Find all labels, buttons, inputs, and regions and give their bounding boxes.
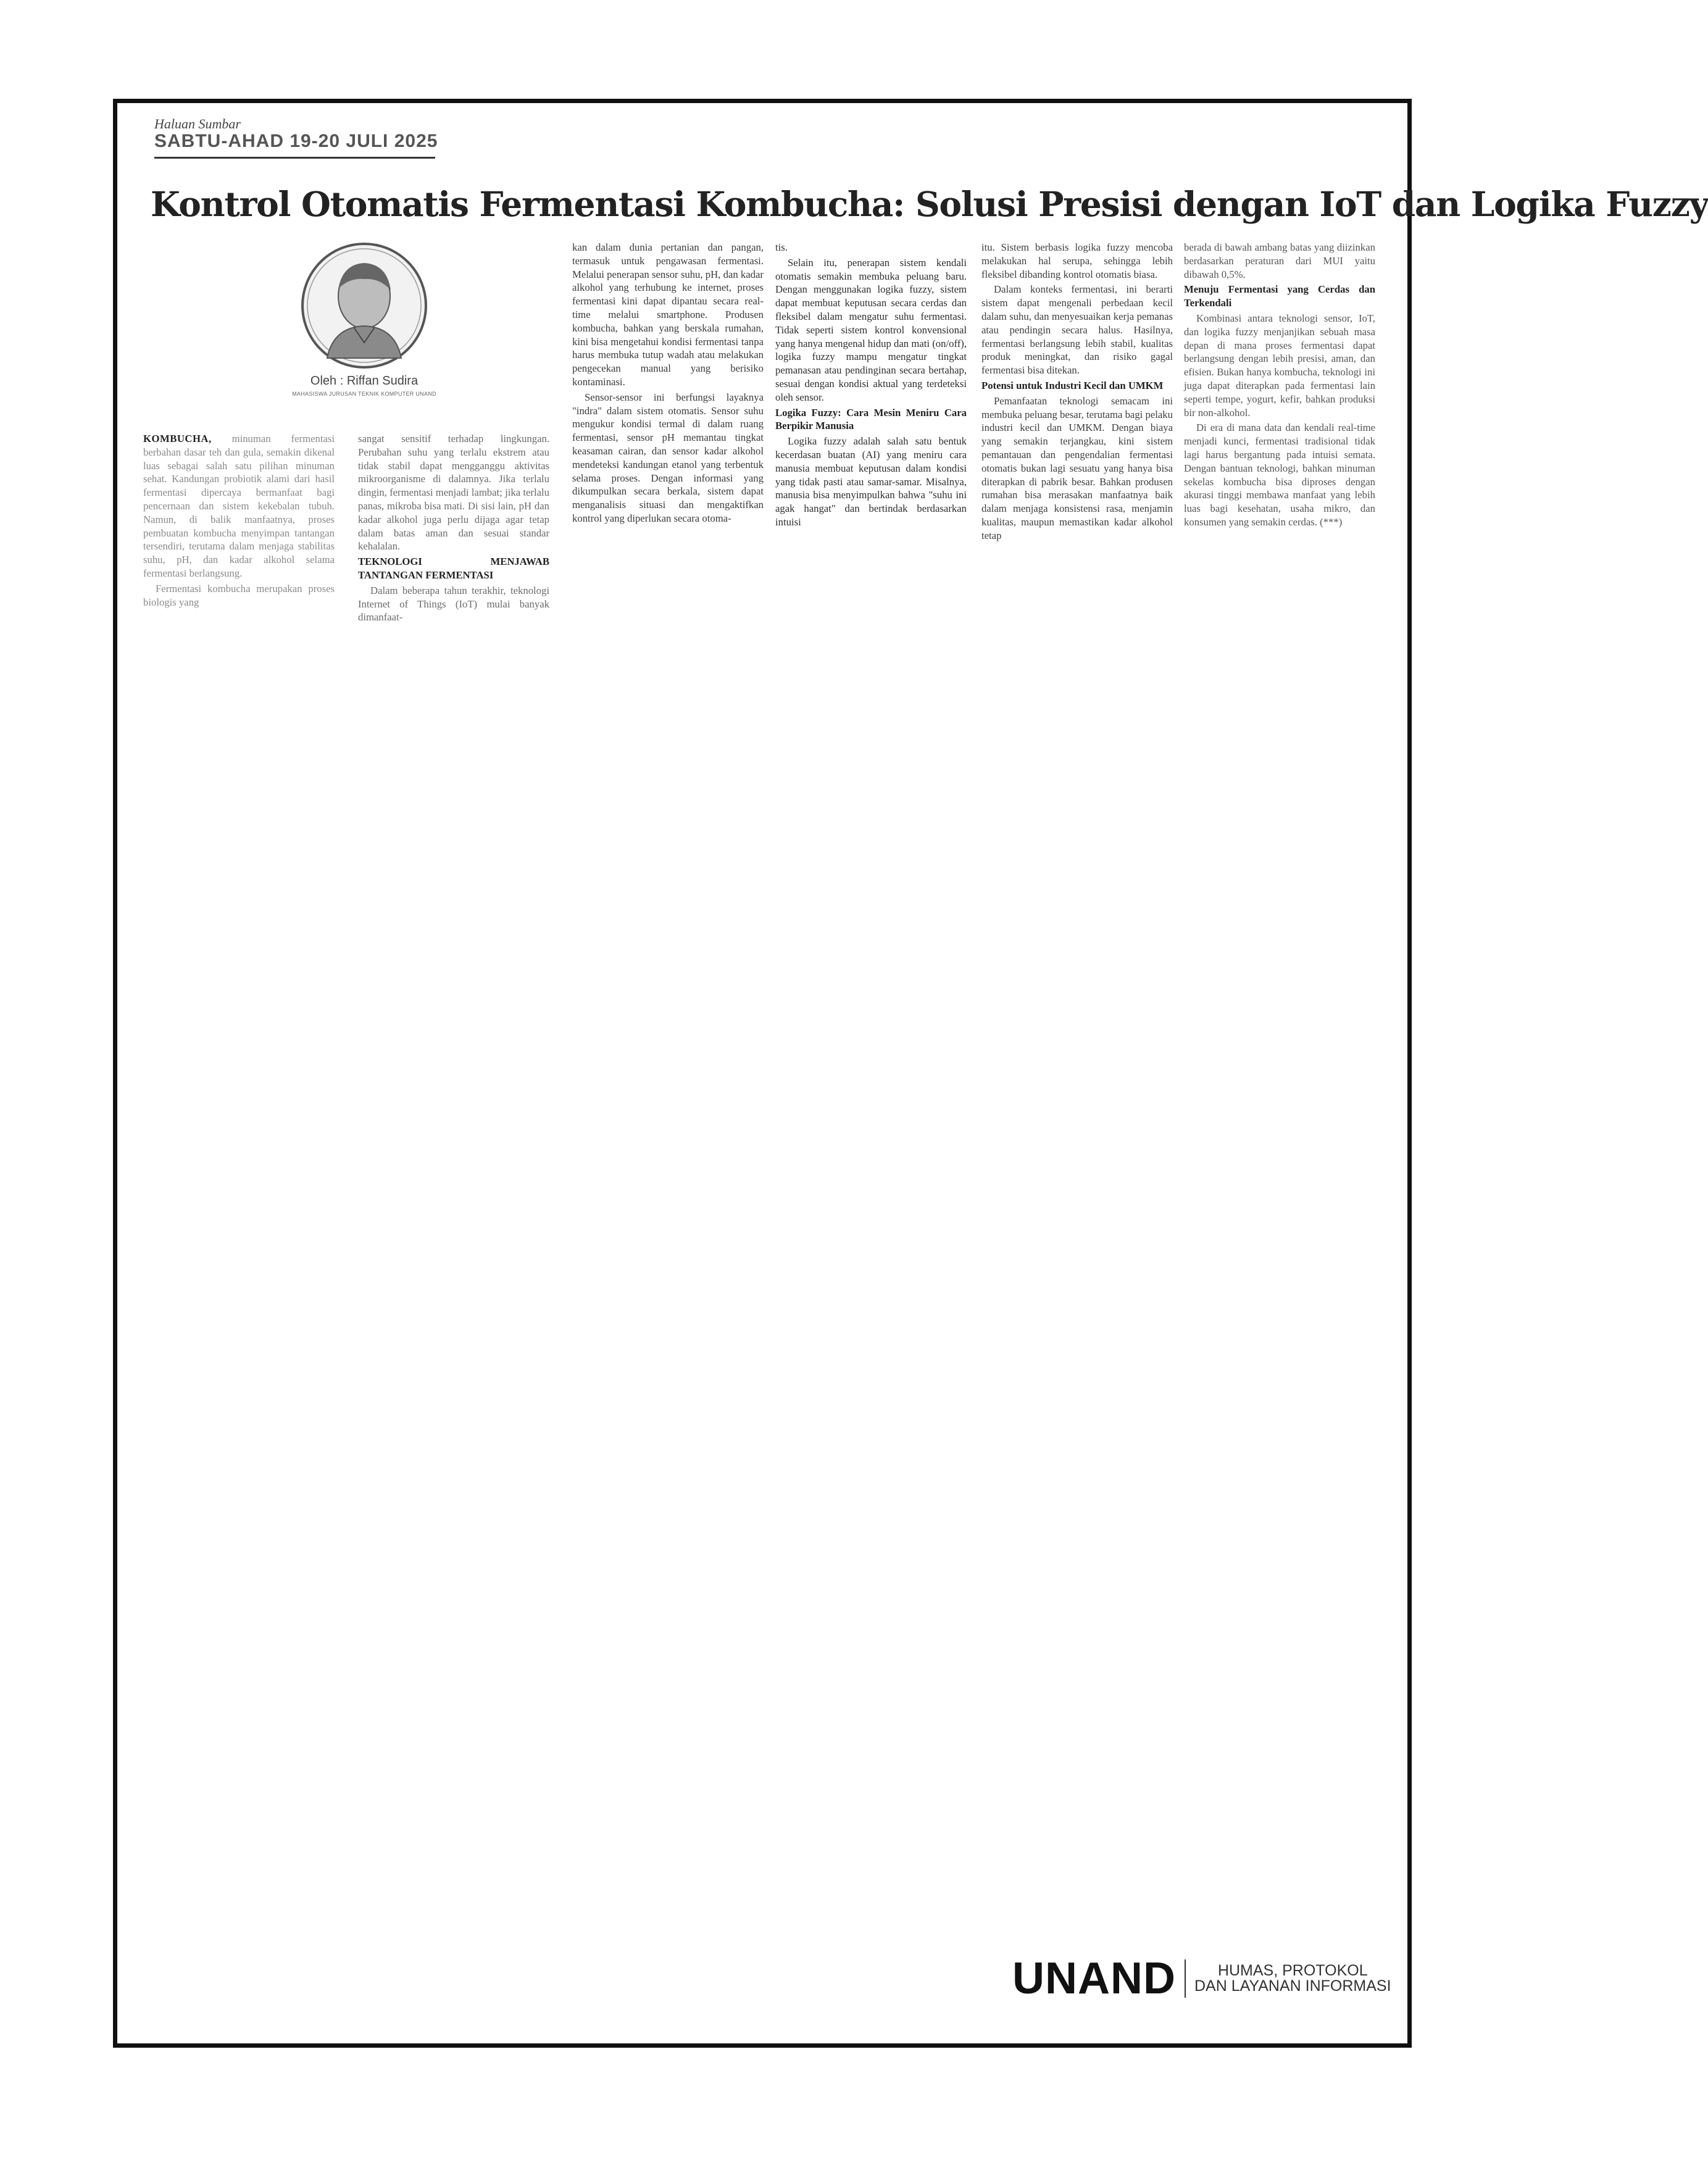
author-block (272, 241, 457, 397)
paragraph: sangat sensitif terhadap lingkungan. Perubahan suhu yang terlalu ekstrem atau tidak stabil dapat mengganggu aktivitas mikroorganisme di dalamnya. Jika terlalu dingin, fermentasi menjadi lambat; jika terlalu panas, mikroba bisa mati. Di sisi lain, pH dan kadar alkohol juga perlu dijaga agar tetap dalam batas aman dan sesuai standar kehalalan. (358, 433, 549, 553)
article-column-4 (775, 241, 967, 531)
paragraph: itu. Sistem berbasis logika fuzzy mencoba melakukan hal serupa, sehingga lebih fleksibel dibanding kontrol otomatis biasa. (981, 241, 1173, 280)
paragraph: Kombinasi antara teknologi sensor, IoT, dan logika fuzzy menjanjikan sebuah masa depan di mana proses fermentasi dapat berlangsung dengan lebih presisi, aman, dan efisien. Bukan hanya kombucha, teknologi ini juga dapat diterapkan pada fermentasi lain seperti tempe, yogurt, kefir, bahkan produksi bir non-alkohol. (1184, 312, 1375, 419)
paragraph (143, 432, 335, 580)
logo-divider (1185, 1959, 1186, 1998)
logo-wordmark: UNAND (1012, 1954, 1176, 2003)
subheading: Menuju Fermentasi yang Cerdas dan Terkendali (1184, 283, 1375, 309)
unand-logo (1012, 1954, 1391, 2003)
paragraph: Sensor-sensor ini berfungsi layaknya "indra" dalam sistem otomatis. Sensor suhu mengukur kondisi termal di dalam ruang fermentasi, sensor pH memantau tingkat keasaman cairan, dan sensor kadar alkohol mendeteksi kandungan etanol yang terbentuk selama proses. Dengan informasi yang dikumpulkan secara berkala, sistem dapat menganalisis situasi dan mengaktifkan kontrol yang diperlukan secara otoma- (572, 391, 764, 524)
paragraph: tis. (775, 241, 788, 253)
author-portrait-icon (299, 241, 429, 370)
article-column-3 (572, 241, 764, 527)
department-line-1: HUMAS, PROTOKOL (1217, 1962, 1368, 1979)
paragraph: Pemanfaatan teknologi semacam ini membuka peluang besar, terutama bagi pelaku industri kecil dan UMKM. Dengan biaya yang semakin terjangkau, kini sistem pemantauan dan pengendalian fermentasi otomatis bukan lagi sesuatu yang hanya bisa diterapkan di pabrik besar. Bahkan produsen rumahan bisa merasakan manfaatnya baik dalam menjaga konsistensi rasa, menjamin kualitas, maupun memastikan kadar alkohol tetap (981, 394, 1173, 541)
paragraph: Logika fuzzy adalah salah satu bentuk kecerdasan buatan (AI) yang meniru cara manusia membuat keputusan dalam kondisi yang tidak pasti atau samar-samar. Misalnya, manusia bisa menyimpulkan bahwa "suhu ini agak hangat" dan bertindak berdasarkan intuisi (775, 435, 967, 528)
department-name (1194, 1963, 1391, 1994)
paragraph: Di era di mana data dan kendali real-time menjadi kunci, fermentasi tradisional tidak lagi harus bergantung pada intuisi semata. Dengan bantuan teknologi, bahkan minuman sekelas kombucha bisa diproses dengan akurasi tinggi membawa manfaat yang lebih luas bagi kesehatan, usaha mikro, dan konsumen yang semakin cerdas. (***) (1184, 422, 1375, 528)
author-affiliation: MAHASISWA JURUSAN TEKNIK KOMPUTER UNAND (292, 391, 436, 397)
article-headline: Kontrol Otomatis Fermentasi Kombucha: Solusi Presisi dengan IoT dan Logika Fuzzy (151, 184, 1708, 224)
publication-name: Haluan Sumbar (154, 116, 241, 131)
article-column-2 (358, 432, 549, 626)
paragraph: berada di bawah ambang batas yang diizinkan berdasarkan peraturan dari MUI yaitu dibawah 0,5%. (1184, 241, 1375, 280)
paragraph: Dalam beberapa tahun terakhir, teknologi Internet of Things (IoT) mulai banyak dimanfaat- (358, 584, 549, 624)
paragraph: Selain itu, penerapan sistem kendali otomatis semakin membuka peluang baru. Dengan menggunakan logika fuzzy, sistem dapat membuat keputusan secara cerdas dan fleksibel dalam mengatur suhu fermentasi. Tidak seperti sistem kontrol konvensional yang hanya mengenal hidup dan mati (on/off), logika fuzzy mampu mengatur tingkat pemanasan atau pendinginan secara bertahap, sesuai dengan kondisi aktual yang terdeteksi oleh sensor. (775, 256, 967, 403)
paragraph: Dalam konteks fermentasi, ini berarti sistem dapat mengenali perbedaan kecil dalam suhu, dan menyesuaikan kerja pemanas atau pendingin secara halus. Hasilnya, fermentasi berlangsung lebih stabil, kualitas produk meningkat, dan risiko gagal fermentasi bisa ditekan. (981, 283, 1173, 377)
paragraph: Fermentasi kombucha merupakan proses biologis yang (143, 582, 335, 608)
masthead (154, 116, 438, 159)
lead-word: KOMBUCHA, (143, 433, 212, 444)
publication-date: SABTU-AHAD 19-20 JULI 2025 (154, 131, 438, 151)
masthead-rule (154, 157, 435, 159)
article-column-5 (981, 241, 1173, 544)
department-line-2: DAN LAYANAN INFORMASI (1194, 1977, 1391, 1995)
paragraph: kan dalam dunia pertanian dan pangan, termasuk untuk pengawasan fermentasi. Melalui penerapan sensor suhu, pH, dan kadar alkohol yang terhubung ke internet, proses fermentasi kini dapat dipantau secara real-time melalui smartphone. Produsen kombucha, bahkan yang berskala rumahan, kini bisa mengetahui kondisi fermentasi tanpa harus membuka tutup wadah atau melakukan pengecekan manual yang berisiko kontaminasi. (572, 241, 764, 388)
article-column-1 (143, 432, 335, 611)
subheading: TEKNOLOGI MENJAWAB TANTANGAN FERMENTASI (358, 556, 549, 581)
article-column-6 (1184, 241, 1375, 531)
author-name: Oleh : Riffan Sudira (310, 374, 419, 388)
subheading: Potensi untuk Industri Kecil dan UMKM (981, 379, 1164, 391)
paragraph-text: minuman fermentasi berbahan dasar teh dan gula, semakin dikenal luas sebagai salah satu pilihan minuman sehat. Kandungan probiotik alami dari hasil fermentasi dipercaya bermanfaat bagi pencernaan dan sistem kekebalan tubuh. Namun, di balik manfaatnya, proses pembuatan kombucha menyimpan tantangan tersendiri, terutama dalam menjaga stabilitas suhu, pH, dan kadar alkohol selama fermentasi berlangsung. (143, 433, 335, 579)
subheading: Logika Fuzzy: Cara Mesin Meniru Cara Berpikir Manusia (775, 406, 967, 432)
